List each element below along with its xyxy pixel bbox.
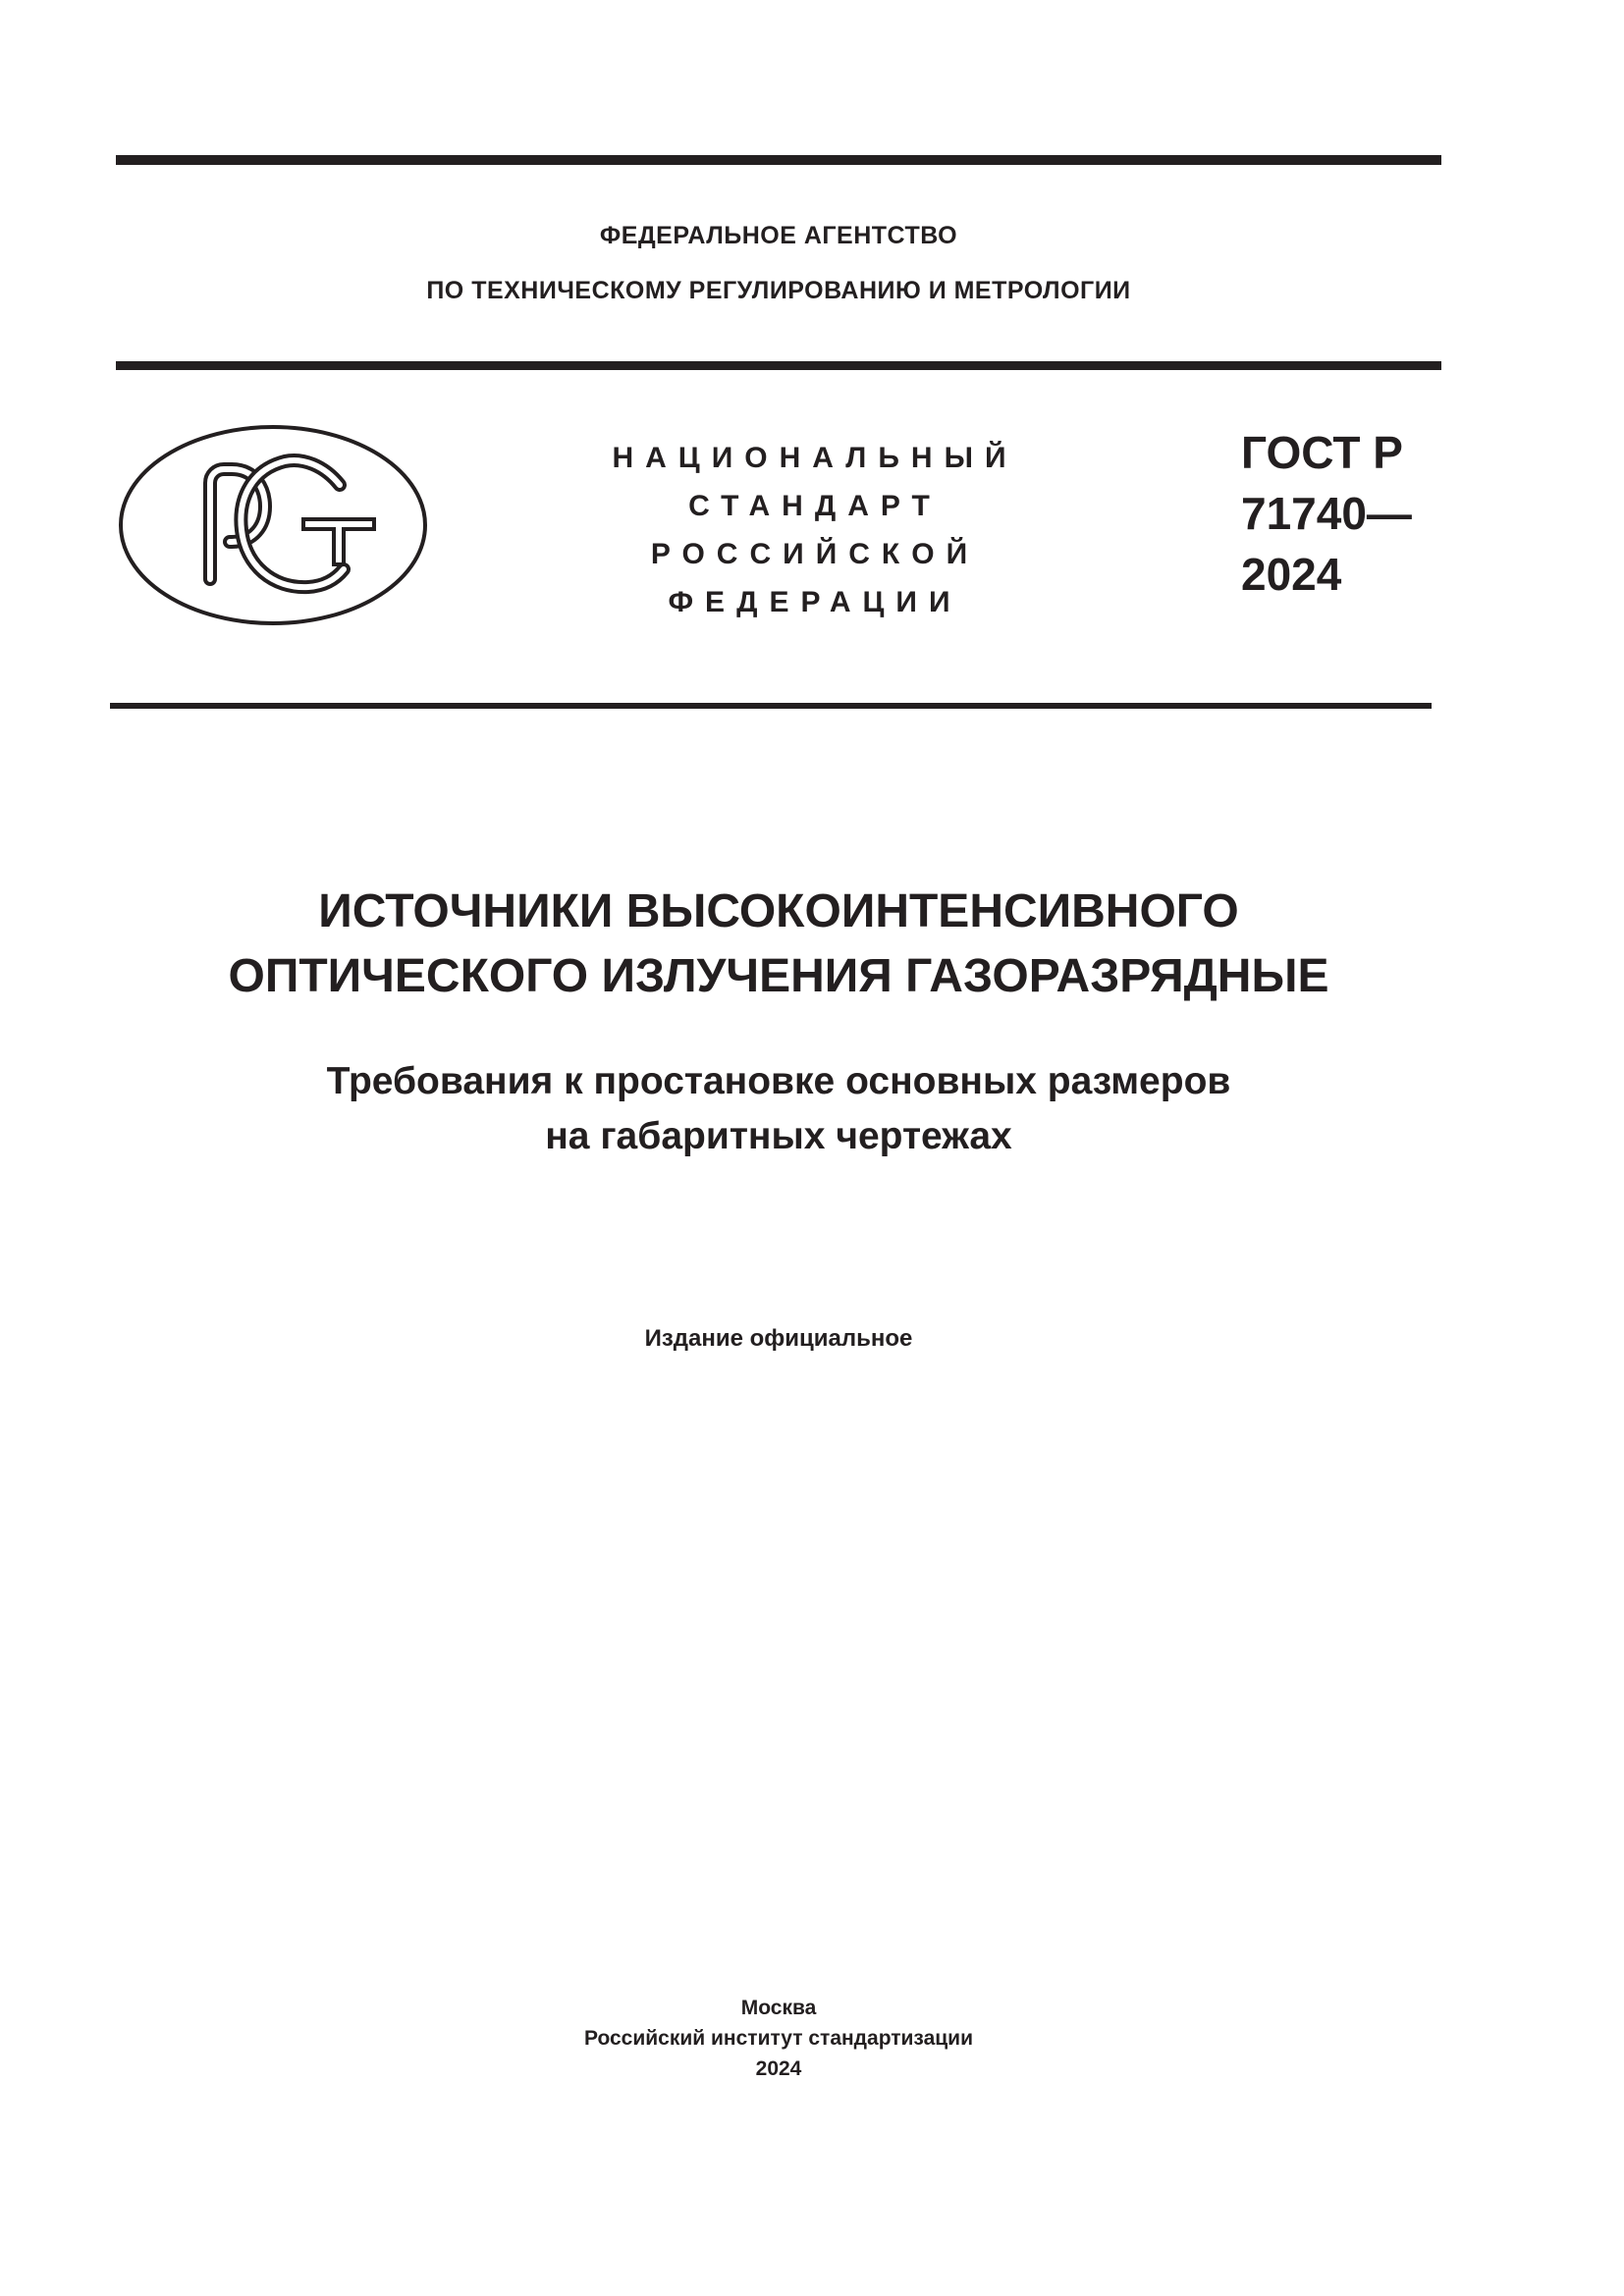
designation-line-3: 2024 xyxy=(1241,549,1342,600)
agency-name-line-2: ПО ТЕХНИЧЕСКОМУ РЕГУЛИРОВАНИЮ И МЕТРОЛОГИИ xyxy=(426,277,1131,304)
rst-logo-icon xyxy=(116,422,430,628)
agency-name-line-1: ФЕДЕРАЛЬНОЕ АГЕНТСТВО xyxy=(599,222,958,249)
publisher-institute: Российский институт стандартизации xyxy=(583,2027,974,2050)
title-line-2: ОПТИЧЕСКОГО ИЗЛУЧЕНИЯ ГАЗОРАЗРЯДНЫЕ xyxy=(228,950,1329,1002)
national-standard-line-1: НАЦИОНАЛЬНЫЙ xyxy=(612,442,1018,474)
designation-line-1: ГОСТ Р xyxy=(1241,427,1403,478)
subtitle-line-1: Требования к простановке основных размеров xyxy=(326,1060,1231,1102)
publisher-block xyxy=(116,1993,1441,2084)
national-standard-line-2: СТАНДАРТ xyxy=(688,490,942,522)
title-line-1: ИСТОЧНИКИ ВЫСОКОИНТЕНСИВНОГО xyxy=(318,885,1239,937)
subtitle-line-2: на габаритных чертежах xyxy=(545,1115,1012,1157)
national-standard-line-4: ФЕДЕРАЦИИ xyxy=(668,586,962,618)
document-subtitle xyxy=(116,1054,1441,1164)
national-standard-line-3: РОССИЙСКОЙ xyxy=(650,538,980,570)
middle-rule xyxy=(116,361,1441,370)
edition-label: Издание официальное xyxy=(644,1325,913,1352)
national-standard-label xyxy=(589,434,1041,626)
standard-designation xyxy=(1241,422,1437,605)
document-title xyxy=(116,880,1441,1009)
publisher-year: 2024 xyxy=(755,2057,802,2080)
lower-rule xyxy=(110,703,1432,709)
top-rule xyxy=(116,155,1441,165)
publisher-city: Москва xyxy=(740,1997,817,2019)
designation-line-2: 71740— xyxy=(1241,488,1412,539)
